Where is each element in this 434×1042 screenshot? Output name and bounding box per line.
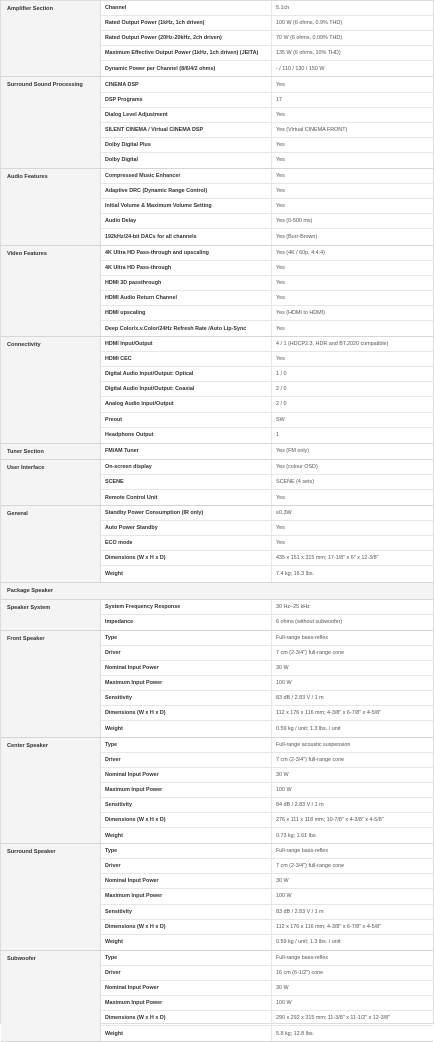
spec-value: 30 W [276,665,289,672]
spec-value: Yes [276,279,285,286]
section-title: Tuner Section [1,444,101,459]
spec-section-user-interface [1,460,433,506]
spec-row [101,753,433,768]
spec-value: - / 110 / 130 / 150 W [276,65,325,72]
spec-row [101,397,433,412]
spec-row [101,246,433,261]
spec-value: 112 x 176 x 116 mm; 4-3/8" x 6-7/8" x 4-5/8" [276,923,382,930]
spec-label: Maximum Input Power [101,889,272,903]
spec-value: 290 x 292 x 315 mm; 11-3/8" x 11-1/2" x 12-3/8" [276,1015,391,1022]
spec-label: Dimensions (W x H x D) [101,551,272,565]
section-title: Audio Features [1,169,101,244]
section-rows [101,600,433,630]
spec-label: Maximum Input Power [101,783,272,797]
spec-value: 100 W [276,893,292,900]
spec-label: Initial Volume & Maximum Volume Setting [101,199,272,213]
spec-row [101,1011,433,1026]
spec-value: SCENE (4 sets) [276,478,315,485]
spec-label: Type [101,951,272,965]
spec-value: SW [276,416,285,423]
spec-value: 435 x 151 x 315 mm; 17-1/8" x 6" x 12-3/8" [276,555,379,562]
spec-row [101,615,433,630]
spec-value: 100 W [276,1000,292,1007]
spec-value: 83 dB / 2.83 V / 1 m [276,695,324,702]
spec-label: DSP Programs [101,93,272,107]
spec-value: 16 cm (6-1/2") cone [276,969,324,976]
spec-value: Yes [276,81,285,88]
spec-value: Yes (FM only) [276,448,310,455]
spec-label: Driver [101,753,272,767]
spec-row [101,521,433,536]
spec-section-subwoofer [1,951,433,1042]
spec-section-video-features [1,246,433,338]
spec-row [101,768,433,783]
spec-value: 4 / 1 (HDCP2.3, HDR and BT.2020 compatible) [276,341,389,348]
spec-label: Auto Power Standby [101,521,272,535]
spec-row [101,1026,433,1041]
spec-label: Dolby Digital [101,153,272,168]
spec-value: Yes [276,141,285,148]
spec-value: Full-range bass-reflex [276,848,329,855]
spec-value: 2 / 0 [276,386,287,393]
spec-value: 2 / 0 [276,401,287,408]
spec-row [101,1,433,16]
spec-value: Full-range bass-reflex [276,954,329,961]
spec-row [101,490,433,505]
spec-label: Deep Color/x.v.Color/24Hz Refresh Rate /Auto Lip-Sync [101,321,272,336]
section-rows [101,631,433,737]
spec-value: Yes [276,540,285,547]
spec-label: HDMI Input/Output [101,337,272,351]
spec-value: Yes (0-500 ms) [276,218,313,225]
spec-label: Channel [101,1,272,15]
spec-section-front-speaker [1,631,433,738]
spec-label: Rated Output Power (1kHz, 1ch driven) [101,16,272,30]
spec-label: Audio Delay [101,214,272,228]
spec-row [101,367,433,382]
spec-row [101,676,433,691]
spec-row [101,874,433,889]
spec-row [101,996,433,1011]
spec-label: Sensitivity [101,691,272,705]
spec-row [101,169,433,184]
section-title: Front Speaker [1,631,101,737]
spec-row [101,551,433,566]
spec-label: Rated Output Power (20Hz-20kHz, 2ch driven) [101,31,272,45]
spec-value: 70 W (6 ohms, 0.09% THD) [276,35,343,42]
spec-label: Weight [101,935,272,950]
spec-value: 0.59 kg / unit; 1.3 lbs. / unit [276,939,341,946]
spec-value: 100 W [276,786,292,793]
spec-section-center-speaker [1,738,433,845]
spec-value: 100 W (6 ohms, 0.9% THD) [276,20,343,27]
spec-row [101,306,433,321]
spec-label: SCENE [101,475,272,489]
spec-row [101,214,433,229]
spec-row [101,382,433,397]
spec-section-audio-features [1,169,433,245]
spec-row [101,46,433,61]
spec-label: Digital Audio Input/Output: Optical [101,367,272,381]
spec-label: Maximum Effective Output Power (1kHz, 1ch driven) (JEITA) [101,46,272,60]
spec-label: Dimensions (W x H x D) [101,706,272,720]
spec-value: 100 W [276,680,292,687]
spec-label: Standby Power Consumption (IR only) [101,506,272,520]
spec-label: Nominal Input Power [101,874,272,888]
spec-value: 7 cm (2-3/4") full-range cone [276,649,345,656]
spec-row [101,859,433,874]
spec-value: 7 cm (2-3/4") full-range cone [276,756,345,763]
spec-label: HDMI CEC [101,352,272,366]
spec-value: 112 x 176 x 116 mm; 4-3/8" x 6-7/8" x 4-5/8" [276,710,382,717]
spec-label: Adaptive DRC (Dynamic Range Control) [101,184,272,198]
spec-row [101,184,433,199]
speaker-spec-sections [1,600,433,1042]
spec-label: Driver [101,646,272,660]
spec-value: Yes [276,325,285,332]
spec-row [101,920,433,935]
spec-value: Yes [276,111,285,118]
spec-label: 4K Ultra HD Pass-through [101,261,272,275]
spec-value: 135 W (6 ohms, 10% THD) [276,50,341,57]
section-title: Video Features [1,246,101,337]
spec-label: Digital Audio Input/Output: Coaxial [101,382,272,396]
spec-label: Dialog Level Adjustment [101,108,272,122]
spec-row [101,566,433,581]
spec-label: Driver [101,966,272,980]
spec-label: Weight [101,566,272,581]
spec-row [101,706,433,721]
spec-label: Headphone Output [101,428,272,443]
spec-row [101,291,433,306]
spec-row [101,444,433,459]
spec-row [101,721,433,736]
spec-value: 6 ohms (without subwoofer) [276,619,343,626]
spec-value: 276 x 111 x 118 mm; 10-7/8" x 4-3/8" x 4-5/8" [276,817,384,824]
spec-label: Compressed Music Enhancer [101,169,272,183]
spec-label: Type [101,844,272,858]
spec-label: Type [101,631,272,645]
spec-section-surround-speaker [1,844,433,951]
spec-row [101,261,433,276]
spec-row [101,199,433,214]
section-rows [101,738,433,844]
spec-value: Yes [276,294,285,301]
spec-row [101,337,433,352]
spec-value: Yes (4K / 60p, 4:4:4) [276,249,325,256]
spec-value: Yes [276,356,285,363]
spec-row [101,661,433,676]
spec-value: 1 / 0 [276,371,287,378]
spec-value: Full-range acoustic suspension [276,741,351,748]
spec-label: SILENT CINEMA / Virtual CINEMA DSP [101,123,272,137]
spec-row [101,828,433,843]
spec-label: Analog Audio Input/Output [101,397,272,411]
spec-value: Yes [276,264,285,271]
spec-value: 30 Hz–25 kHz [276,603,310,610]
spec-label: Dynamic Power per Channel (8/6/4/2 ohms) [101,61,272,76]
section-rows [101,337,433,443]
section-title: Amplifier Section [1,1,101,76]
spec-row [101,352,433,367]
section-rows [101,246,433,337]
spec-row [101,460,433,475]
spec-row [101,951,433,966]
spec-label: Nominal Input Power [101,661,272,675]
spec-label: Weight [101,1026,272,1041]
spec-value: Yes (Virtual CINEMA FRONT) [276,126,348,133]
section-title: Surround Speaker [1,844,101,950]
receiver-spec-sections [1,1,433,583]
section-rows [101,951,433,1042]
spec-row [101,935,433,950]
section-title: User Interface [1,460,101,505]
spec-value: 17 [276,96,282,103]
spec-row [101,691,433,706]
spec-row [101,93,433,108]
section-title: Speaker System [1,600,101,630]
spec-value: ≤0.3W [276,510,292,517]
spec-value: 83 dB / 2.83 V / 1 m [276,908,324,915]
section-rows [101,444,433,459]
spec-label: Maximum Input Power [101,996,272,1010]
spec-value: 30 W [276,985,289,992]
spec-value: Yes [276,203,285,210]
spec-row [101,413,433,428]
section-rows [101,460,433,505]
section-rows [101,844,433,950]
section-title: Surround Sound Processing [1,77,101,168]
spec-row [101,631,433,646]
spec-label: FM/AM Tuner [101,444,272,459]
section-title: Center Speaker [1,738,101,844]
spec-row [101,321,433,336]
spec-label: Impedance [101,615,272,630]
spec-value: Yes [276,157,285,164]
spec-row [101,16,433,31]
spec-label: 192kHz/24-bit DACs for all channels [101,229,272,244]
spec-row [101,153,433,168]
section-title: Subwoofer [1,951,101,1042]
spec-label: HDMI Audio Return Channel [101,291,272,305]
spec-row [101,475,433,490]
spec-value: 30 W [276,771,289,778]
spec-value: Yes [276,494,285,501]
spec-row [101,428,433,443]
spec-label: Weight [101,721,272,736]
spec-label: System Frequency Response [101,600,272,614]
package-speaker-heading: Package Speaker [1,583,433,600]
spec-row [101,981,433,996]
spec-label: Dimensions (W x H x D) [101,813,272,827]
spec-row [101,600,433,615]
spec-label: Remote Control Unit [101,490,272,505]
spec-row [101,813,433,828]
spec-row [101,31,433,46]
spec-section-connectivity [1,337,433,444]
spec-label: Maximum Input Power [101,676,272,690]
spec-label: Sensitivity [101,798,272,812]
spec-label: ECO mode [101,536,272,550]
spec-label: Dimensions (W x H x D) [101,920,272,934]
spec-row [101,506,433,521]
spec-row [101,798,433,813]
spec-row [101,61,433,76]
spec-value: 5.8 kg; 12.8 lbs. [276,1030,315,1037]
spec-value: 0.73 kg; 1.61 lbs. [276,832,318,839]
spec-value: Yes (colour OSD) [276,463,318,470]
spec-label: 4K Ultra HD Pass-through and upscaling [101,246,272,260]
section-rows [101,77,433,168]
spec-label: Dimensions (W x H x D) [101,1011,272,1025]
section-title: Connectivity [1,337,101,443]
spec-label: Type [101,738,272,752]
spec-value: Yes [276,173,285,180]
spec-label: Preout [101,413,272,427]
spec-label: On-screen display [101,460,272,474]
spec-label: Nominal Input Power [101,768,272,782]
spec-value: 1 [276,432,279,439]
spec-row [101,844,433,859]
spec-value: 30 W [276,878,289,885]
spec-value: 7.4 kg; 16.3 lbs. [276,571,315,578]
section-rows [101,506,433,581]
spec-value: Yes (Burr-Brown) [276,233,318,240]
section-title: General [1,506,101,581]
spec-row [101,276,433,291]
spec-row [101,77,433,92]
spec-label: Sensitivity [101,905,272,919]
spec-value: 7 cm (2-3/4") full-range cone [276,863,345,870]
spec-row [101,138,433,153]
spec-label: Driver [101,859,272,873]
section-rows [101,169,433,244]
spec-label: Nominal Input Power [101,981,272,995]
spec-row [101,738,433,753]
spec-label: HDMI upscaling [101,306,272,320]
spec-row [101,646,433,661]
spec-row [101,536,433,551]
spec-section-tuner-section [1,444,433,460]
spec-value: 0.59 kg / unit; 1.3 lbs. / unit [276,725,341,732]
spec-value: Yes [276,525,285,532]
spec-row [101,108,433,123]
spec-section-amplifier-section [1,1,433,77]
spec-row [101,905,433,920]
section-rows [101,1,433,76]
spec-section-surround-sound-processing [1,77,433,169]
spec-label: Dolby Digital Plus [101,138,272,152]
spec-label: CINEMA DSP [101,77,272,91]
spec-row [101,966,433,981]
spec-row [101,783,433,798]
spec-section-general [1,506,433,582]
spec-label: HDMI 3D passthrough [101,276,272,290]
spec-value: Yes (HDMI to HDMI) [276,309,325,316]
spec-value: Full-range bass-reflex [276,634,329,641]
spec-value: Yes [276,188,285,195]
spec-section-speaker-system [1,600,433,631]
spec-row [101,229,433,244]
spec-value: 84 dB / 2.83 V / 1 m [276,801,324,808]
spec-row [101,123,433,138]
spec-label: Weight [101,828,272,843]
spec-value: 5.1ch [276,5,290,12]
spec-row [101,889,433,904]
